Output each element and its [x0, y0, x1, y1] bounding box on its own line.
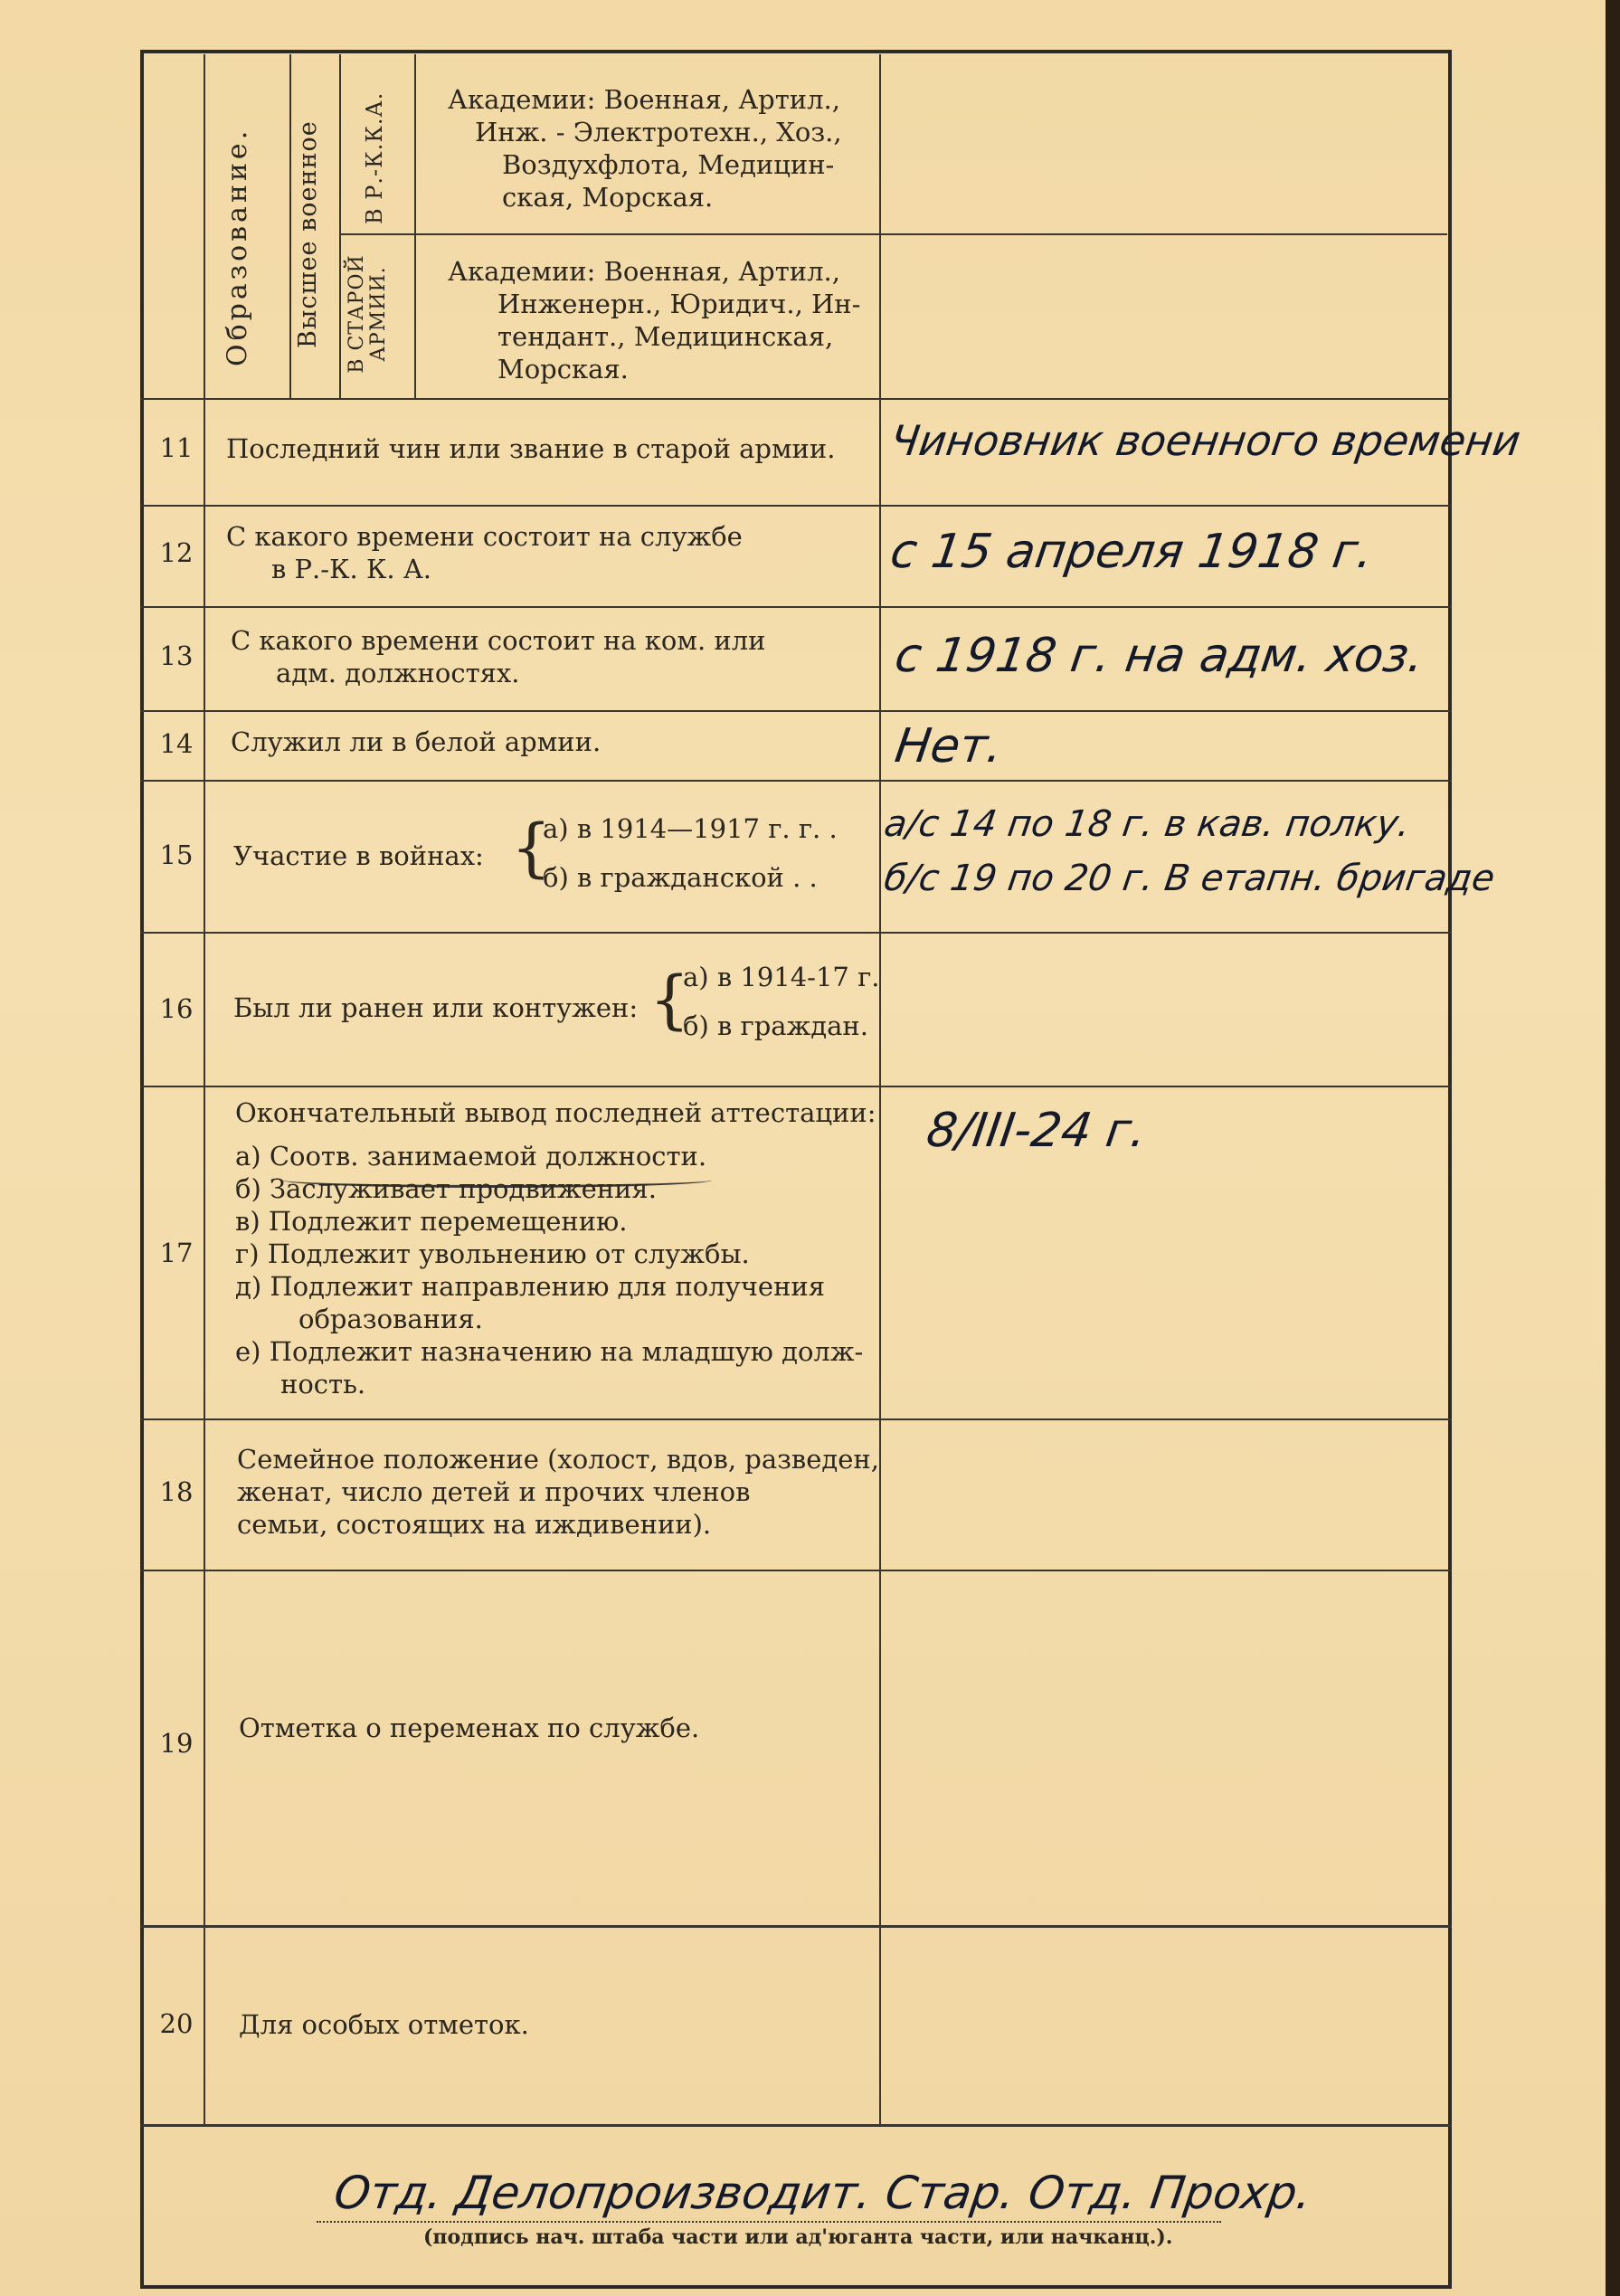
row-number: 18	[159, 1476, 194, 1507]
row-line	[140, 1925, 1452, 1928]
row-line	[140, 780, 1452, 782]
row-option: ность.	[280, 1369, 366, 1399]
row-number: 16	[159, 993, 194, 1024]
handwritten-answer: 8/III-24 г.	[923, 1104, 1151, 1158]
rkka-academies-line: Академии: Военная, Артил.,	[448, 84, 840, 115]
row-question: Последний чин или звание в старой армии.	[226, 433, 836, 464]
rkka-label: В Р.-К.К.А.	[362, 91, 387, 224]
old-academies-line: Морская.	[497, 354, 629, 384]
row-line	[140, 710, 1452, 712]
education-divider-1	[289, 54, 291, 398]
row-subquestion: а) в 1914-17 г.	[683, 962, 880, 992]
row-line	[140, 398, 1452, 400]
row-option: г) Подлежит увольнению от службы.	[235, 1238, 750, 1269]
higher-military-label: Высшее военное	[294, 120, 322, 348]
row-question: Был ли ранен или контужен:	[233, 992, 639, 1023]
row-subquestion: а) в 1914—1917 г. г. .	[543, 813, 838, 844]
education-divider-2	[339, 54, 341, 398]
row-question: Семейное положение (холост, вдов, разведен,	[237, 1444, 879, 1475]
rkka-academies-line: ская, Морская.	[502, 182, 714, 213]
old-academies-line: тендант., Медицинская,	[497, 321, 834, 352]
row-number: 20	[159, 2008, 194, 2039]
row-option: б) Заслуживает продвижения.	[235, 1173, 657, 1204]
row-number: 12	[159, 537, 194, 568]
row-question: Для особых отметок.	[239, 2009, 529, 2040]
row-line	[140, 1418, 1452, 1420]
number-column-divider	[204, 54, 205, 2126]
education-section-label: Образование.	[222, 127, 253, 366]
old-academies-line: Инженерн., Юридич., Ин-	[497, 289, 861, 319]
row-option: е) Подлежит назначению на младшую долж-	[235, 1336, 864, 1367]
row-line	[140, 1570, 1452, 1571]
row-question: Участие в войнах:	[233, 840, 484, 871]
row-question: женат, число детей и прочих членов	[237, 1476, 751, 1507]
row-question: С какого времени состоит на ком. или	[231, 625, 766, 656]
row-option: образования.	[298, 1304, 483, 1334]
handwritten-answer: б/с 19 по 20 г. В етапн. бригаде	[881, 858, 1498, 899]
row-number: 19	[159, 1728, 194, 1759]
row-line	[140, 2124, 1452, 2127]
row-line	[140, 932, 1452, 934]
row-number: 15	[159, 840, 194, 870]
rkka-academies-line: Воздухфлота, Медицин-	[502, 149, 835, 180]
row-number: 14	[159, 728, 194, 759]
handwritten-answer: а/с 14 по 18 г. в кав. полку.	[881, 803, 1413, 845]
row-option: в) Подлежит перемещению.	[235, 1206, 628, 1237]
brace-icon: {	[649, 963, 690, 1037]
row-number: 11	[159, 432, 194, 463]
signature-line	[317, 2221, 1221, 2223]
row-question: Окончательный вывод последней аттестации:	[235, 1097, 876, 1128]
row-option: д) Подлежит направлению для получения	[235, 1271, 826, 1302]
row-question: адм. должностях.	[276, 658, 520, 688]
row-option: а) Соотв. занимаемой должности.	[235, 1141, 707, 1172]
row-number: 17	[159, 1238, 194, 1268]
rkka-academies-line: Инж. - Электротехн., Хоз.,	[475, 117, 842, 147]
row-line	[140, 1086, 1452, 1087]
handwritten-answer: Нет.	[891, 719, 1007, 773]
old-army-label: В СТАРОЙ АРМИИ.	[346, 254, 390, 374]
row-number: 13	[159, 640, 194, 671]
row-question: Отметка о переменах по службе.	[239, 1713, 700, 1743]
old-academies-line: Академии: Военная, Артил.,	[448, 256, 840, 287]
handwritten-answer: Чиновник военного времени	[887, 416, 1524, 465]
row-subquestion: б) в гражданской . .	[543, 862, 818, 893]
answer-column-divider	[879, 54, 881, 2126]
row-line	[140, 606, 1452, 608]
row-question: в Р.-К. К. А.	[271, 554, 432, 584]
row-question: Служил ли в белой армии.	[231, 726, 602, 757]
row-subquestion: б) в граждан.	[683, 1010, 868, 1041]
signature-caption: (подпись нач. штаба части или ад'юганта части, или начканц.).	[423, 2225, 1173, 2249]
row-question: С какого времени состоит на службе	[226, 521, 743, 552]
handwritten-answer: с 15 апреля 1918 г.	[886, 525, 1377, 579]
brace-icon: {	[511, 811, 552, 885]
education-divider-3	[414, 54, 416, 398]
handwritten-answer: с 1918 г. на адм. хоз.	[891, 629, 1427, 683]
handwritten-signature: Отд. Делопроизводит. Стар. Отд. Прохр.	[330, 2167, 1315, 2219]
education-split-line	[339, 233, 1447, 235]
row-question: семьи, состоящих на иждивении).	[237, 1509, 712, 1540]
row-line	[140, 505, 1452, 507]
